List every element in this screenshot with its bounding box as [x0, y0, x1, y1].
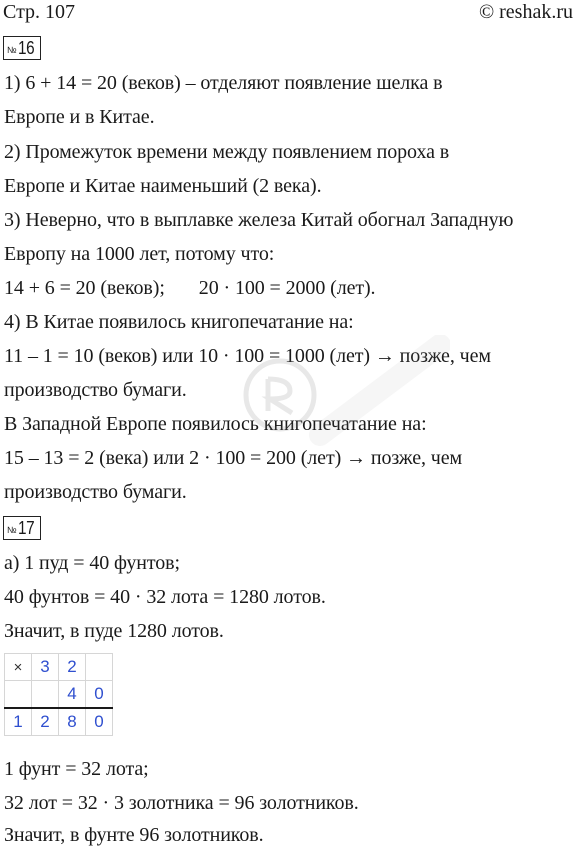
task16-line-2: Европе и в Китае.	[4, 106, 155, 128]
digit-cell: 8	[59, 708, 86, 736]
site-credit: © reshak.ru	[478, 1, 573, 23]
digit-cell: 2	[59, 654, 86, 681]
task16-line-6: Европу на 1000 лет, потому что:	[4, 243, 275, 265]
task17-line-6: Значит, в фунте 96 золотников.	[4, 824, 264, 846]
task16-line-3: 2) Промежуток времени между появлением пороха в	[4, 141, 450, 163]
task-16-badge	[3, 36, 41, 60]
calc-years: 20 · 100 = 2000 (лет).	[198, 277, 376, 299]
task16-line-12: производство бумаги.	[4, 481, 187, 503]
task16-line-8: 11 – 1 = 10 (веков) или 10 · 100 = 1000 (лет) → позже, чем	[4, 345, 491, 367]
digit-cell: 0	[86, 681, 113, 709]
task16-line-7: 4) В Китае появилось книгопечатание на:	[4, 311, 354, 333]
multiplicand-row	[5, 654, 113, 681]
number-sign: №	[7, 44, 17, 55]
task16-line-4: Европе и Китае наименьший (2 века).	[4, 175, 322, 197]
task16-line-9: производство бумаги.	[4, 379, 187, 401]
digit-cell: 1	[5, 708, 32, 736]
digit-cell	[32, 681, 59, 709]
task16-line-10: В Западной Европе появилось книгопечатание на:	[4, 413, 427, 435]
multiplier-row	[5, 681, 113, 709]
task17-line-1: а) 1 пуд = 40 фунтов;	[4, 552, 180, 574]
digit-cell: 0	[86, 708, 113, 736]
digit-cell: 2	[32, 708, 59, 736]
digit-cell: 3	[32, 654, 59, 681]
number-sign: №	[7, 524, 17, 535]
column-multiplication	[4, 653, 113, 736]
task16-line-1: 1) 6 + 14 = 20 (веков) – отделяют появление шелка в	[4, 72, 443, 94]
task-number: 17	[17, 517, 34, 538]
task-number: 16	[17, 37, 34, 58]
digit-cell	[5, 681, 32, 709]
task16-calc-line	[4, 276, 375, 300]
task17-line-5: 32 лот = 32 · 3 золотника = 96 золотников.	[4, 792, 359, 814]
task17-line-2: 40 фунтов = 40 · 32 лота = 1280 лотов.	[4, 586, 326, 608]
task16-line-11: 15 – 13 = 2 (века) или 2 · 100 = 200 (лет) → позже, чем	[4, 447, 463, 469]
product-row	[5, 708, 113, 736]
digit-cell: 4	[59, 681, 86, 709]
task17-line-3: Значит, в пуде 1280 лотов.	[4, 620, 224, 642]
digit-cell	[86, 654, 113, 681]
multiply-sign: ×	[5, 654, 32, 681]
calc-centuries: 14 + 6 = 20 (веков);	[4, 277, 165, 299]
task-17-badge	[3, 516, 41, 540]
task16-line-5: 3) Неверно, что в выплавке железа Китай обогнал Западную	[4, 209, 514, 231]
task17-line-4: 1 фунт = 32 лота;	[4, 758, 149, 780]
page-number: Стр. 107	[3, 1, 76, 23]
